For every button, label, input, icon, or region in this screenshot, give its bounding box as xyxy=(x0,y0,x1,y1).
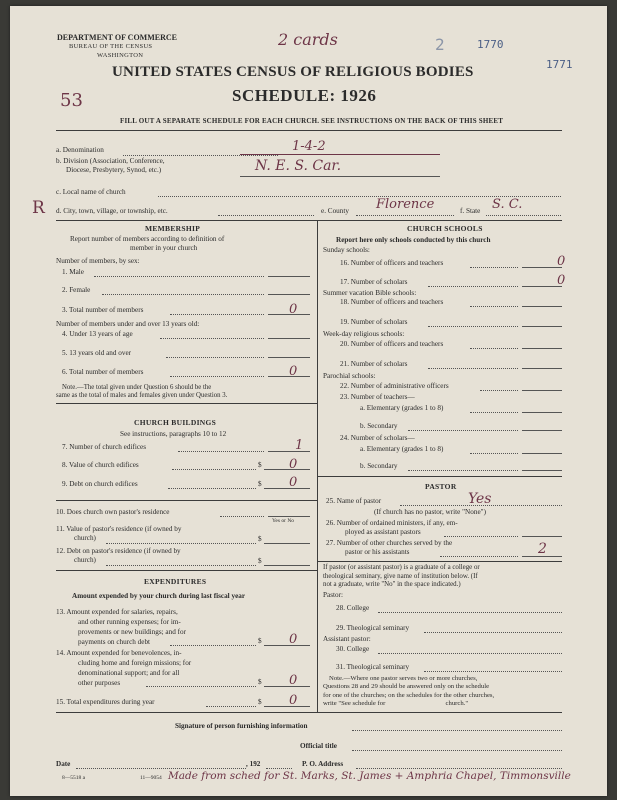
q23b-leader xyxy=(408,430,518,431)
po-address-label: P. O. Address xyxy=(302,760,344,768)
q25-label: 25. Name of pastor xyxy=(326,497,382,505)
q27-label-line-2: pastor or his assistants xyxy=(345,548,410,556)
buildings-heading: CHURCH BUILDINGS xyxy=(134,418,217,427)
q21-label: 21. Number of scholars xyxy=(340,360,408,368)
pastor-subheading: Pastor: xyxy=(323,591,343,599)
q11-label-line-1: 11. Value of pastor's residence (if owned by xyxy=(56,525,182,533)
q18-answer[interactable] xyxy=(522,306,562,307)
q9-label: 9. Debt on church edifices xyxy=(62,480,138,488)
q20-leader xyxy=(470,348,518,349)
form-title: UNITED STATES CENSUS OF RELIGIOUS BODIES xyxy=(112,64,474,80)
membership-intro-1: Report number of members according to definition of xyxy=(70,235,225,243)
year-label: , 192 xyxy=(246,760,261,768)
by-sex-label: Number of members, by sex: xyxy=(56,257,140,265)
membership-note-1: Note.—The total given under Question 6 should be the xyxy=(62,384,212,391)
q16-label: 16. Number of officers and teachers xyxy=(340,259,444,267)
q26-label-line-2: ployed as assistant pastors xyxy=(345,528,421,536)
q31-label: 31. Theological seminary xyxy=(336,663,410,671)
division-label xyxy=(56,157,165,175)
q26-leader xyxy=(444,536,518,537)
q10-leader xyxy=(220,516,264,517)
q28-label: 28. College xyxy=(336,604,370,612)
membership-intro-2: member in your church xyxy=(130,244,198,252)
pastor-note-1: Note.—Where one pastor serves two or more churches, xyxy=(329,675,478,682)
footer-rule xyxy=(56,712,562,713)
q2-answer[interactable] xyxy=(268,294,310,295)
date-line[interactable] xyxy=(76,768,246,769)
membership-heading: MEMBERSHIP xyxy=(145,224,201,233)
q13-answer[interactable] xyxy=(264,645,310,646)
q12-dollar: $ xyxy=(258,557,262,565)
state-label: f. State xyxy=(460,207,481,215)
q23a-answer[interactable] xyxy=(522,412,562,413)
q2-leader xyxy=(102,294,264,295)
q20-answer[interactable] xyxy=(522,348,562,349)
q9-dollar: $ xyxy=(258,480,262,488)
handwritten-bottom-note: Made from sched for St. Marks, St. James + Amphria Chapel, Timmonsville xyxy=(168,770,571,782)
q17-label: 17. Number of scholars xyxy=(340,278,408,286)
city-name: WASHINGTON xyxy=(97,52,144,59)
schools-intro: Report here only schools conducted by this church xyxy=(336,236,491,244)
q10-label: 10. Does church own pastor's residence xyxy=(56,508,170,516)
signature-label: Signature of person furnishing information xyxy=(175,722,308,730)
q24b-leader xyxy=(408,470,518,471)
q3-value: 0 xyxy=(289,302,298,317)
q11-dollar: $ xyxy=(258,535,262,543)
q16-answer[interactable] xyxy=(522,267,562,268)
q5-answer[interactable] xyxy=(268,357,310,358)
q14-label-line-1: 14. Amount expended for benevolences, in- xyxy=(56,649,182,657)
denomination-label: a. Denomination xyxy=(56,146,104,154)
q11-answer[interactable] xyxy=(264,543,310,544)
q12-label-line-1: 12. Debt on pastor's residence (if owned by xyxy=(56,547,181,555)
stamp-number-1770: 1770 xyxy=(477,38,504,51)
denomination-underline xyxy=(240,154,440,155)
instructions-line: FILL OUT A SEPARATE SCHEDULE FOR EACH CHURCH. SEE INSTRUCTIONS ON THE BACK OF THIS SHEET xyxy=(120,117,504,125)
q4-leader xyxy=(160,338,264,339)
weekday-schools-label: Week-day religious schools: xyxy=(323,330,405,338)
division-label-line-2: Diocese, Presbytery, Synod, etc.) xyxy=(66,166,162,174)
schools-heading: CHURCH SCHOOLS xyxy=(407,224,483,233)
q26-label-line-1: 26. Number of ordained ministers, if any, em- xyxy=(326,519,458,527)
q30-label: 30. College xyxy=(336,645,370,653)
q25-note: (If church has no pastor, write "None") xyxy=(374,508,486,516)
q18-leader xyxy=(470,306,518,307)
q21-leader xyxy=(428,368,518,369)
assistant-pastor-subheading: Assistant pastor: xyxy=(323,635,371,643)
q7-answer[interactable] xyxy=(268,451,310,452)
q23b-label: b. Secondary xyxy=(360,422,398,430)
year-line[interactable] xyxy=(266,768,292,769)
bureau-name: BUREAU OF THE CENSUS xyxy=(69,43,153,50)
q26-label xyxy=(326,519,458,537)
q1-answer[interactable] xyxy=(268,276,310,277)
print-code: 11—9054 xyxy=(140,775,162,781)
q8-value: 0 xyxy=(289,457,298,472)
q7-leader xyxy=(178,451,264,452)
q14-label-line-2: cluding home and foreign missions; for xyxy=(78,659,192,667)
summer-schools-label: Summer vacation Bible schools: xyxy=(323,289,417,297)
q23a-label: a. Elementary (grades 1 to 8) xyxy=(360,404,444,412)
stamp-digit: 2 xyxy=(435,35,445,54)
q14-answer[interactable] xyxy=(264,686,310,687)
q9-leader xyxy=(168,488,256,489)
expenditures-heading: EXPENDITURES xyxy=(144,577,207,586)
q12-answer[interactable] xyxy=(264,565,310,566)
q8-answer[interactable] xyxy=(264,469,310,470)
yes-no-hint: Yes or No xyxy=(272,518,295,524)
handwritten-margin-number: 53 xyxy=(60,90,83,111)
q28-line[interactable] xyxy=(378,612,562,613)
form-number: 8—5518 a xyxy=(62,775,86,781)
department-block xyxy=(57,33,177,60)
q17-answer[interactable] xyxy=(522,286,562,287)
pastor-note xyxy=(323,675,494,708)
q6-value: 0 xyxy=(289,364,298,379)
q24a-answer[interactable] xyxy=(522,453,562,454)
q13-label xyxy=(56,607,186,647)
q21-answer[interactable] xyxy=(522,368,562,369)
q4-label: 4. Under 13 years of age xyxy=(62,330,133,338)
q7-label: 7. Number of church edifices xyxy=(62,443,147,451)
q13-label-line-2: and other running expenses; for im- xyxy=(78,618,181,626)
q9-value: 0 xyxy=(289,475,298,490)
q24-label: 24. Number of scholars— xyxy=(340,434,415,442)
q23b-answer[interactable] xyxy=(522,430,562,431)
buildings-intro: See instructions, paragraphs 10 to 12 xyxy=(120,430,227,438)
division-value[interactable]: N. E. S. Car. xyxy=(255,158,342,174)
q20-label: 20. Number of officers and teachers xyxy=(340,340,444,348)
q13-value: 0 xyxy=(289,632,298,647)
membership-rule xyxy=(56,403,317,404)
pastor-note-4: write "See schedule for church." xyxy=(323,699,469,707)
state-line xyxy=(486,215,561,216)
q16-value: 0 xyxy=(557,254,566,269)
department-name: DEPARTMENT OF COMMERCE xyxy=(57,33,178,42)
q23-label: 23. Number of teachers— xyxy=(340,393,415,401)
schedule-title: SCHEDULE: 1926 xyxy=(232,86,377,105)
q8-dollar: $ xyxy=(258,461,262,469)
q8-leader xyxy=(172,469,256,470)
column-divider xyxy=(317,220,318,712)
expenditures-intro: Amount expended by your church during last fiscal year xyxy=(72,592,246,600)
q3-label: 3. Total number of members xyxy=(62,306,144,314)
pastor-note-3: for one of the churches; on the schedules for the other churches, xyxy=(323,691,495,699)
q27-label xyxy=(326,539,452,557)
q12-label xyxy=(56,547,181,565)
q9-answer[interactable] xyxy=(264,488,310,489)
q27-label-line-1: 27. Number of other churches served by the xyxy=(326,539,453,547)
q17-leader xyxy=(428,286,518,287)
q2-label: 2. Female xyxy=(62,286,91,294)
signature-line[interactable] xyxy=(352,730,562,731)
q19-leader xyxy=(428,326,518,327)
handwritten-margin-letter: R xyxy=(32,198,45,218)
schools-rule xyxy=(317,476,562,477)
graduate-instruction-2: theological seminary, give name of institution below. (If xyxy=(323,572,478,580)
po-address-line[interactable] xyxy=(356,768,562,769)
q15-answer[interactable] xyxy=(264,706,310,707)
q6-leader xyxy=(170,376,264,377)
q19-label: 19. Number of scholars xyxy=(340,318,408,326)
q30-line[interactable] xyxy=(378,653,562,654)
stamp-number-1771: 1771 xyxy=(546,58,573,71)
division-line xyxy=(240,176,440,177)
q22-label: 22. Number of administrative officers xyxy=(340,382,449,390)
q15-dollar: $ xyxy=(258,698,262,706)
official-title-label: Official title xyxy=(300,742,337,750)
city-label: d. City, town, village, or township, etc. xyxy=(56,207,168,215)
q15-value: 0 xyxy=(289,693,298,708)
q13-label-line-4: payments on church debt xyxy=(78,638,151,646)
q24b-answer[interactable] xyxy=(522,470,562,471)
q29-label: 29. Theological seminary xyxy=(336,624,410,632)
q1-label: 1. Male xyxy=(62,268,84,276)
q1-leader xyxy=(94,276,264,277)
q19-answer[interactable] xyxy=(522,326,562,327)
q31-line[interactable] xyxy=(424,671,562,672)
official-title-line[interactable] xyxy=(352,750,562,751)
q18-label: 18. Number of officers and teachers xyxy=(340,298,444,306)
q7-value: 1 xyxy=(295,438,304,453)
q5-leader xyxy=(166,357,264,358)
q14-label-line-3: denominational support; and for all xyxy=(78,669,180,677)
q22-answer[interactable] xyxy=(522,390,562,391)
q4-answer[interactable] xyxy=(268,338,310,339)
membership-note-2: same as the total of males and females given under Question 3. xyxy=(56,392,228,399)
q15-label: 15. Total expenditures during year xyxy=(56,698,155,706)
q25-value: Yes xyxy=(468,491,492,507)
q29-line[interactable] xyxy=(424,632,562,633)
q15-leader xyxy=(206,706,256,707)
pastor-note-2: Questions 28 and 29 should be answered only on the schedule xyxy=(323,683,490,691)
denomination-line xyxy=(123,155,278,156)
graduate-instruction-3: not a graduate, write "No" in the space indicated.) xyxy=(323,581,461,588)
q12-leader xyxy=(106,565,256,566)
q12-label-line-2: church) xyxy=(74,556,96,564)
q23a-leader xyxy=(470,412,518,413)
county-line xyxy=(356,215,454,216)
residence-rule xyxy=(56,570,317,571)
denomination-value[interactable]: 1-4-2 xyxy=(292,139,326,154)
division-label-line-1: b. Division (Association, Conference, xyxy=(56,157,165,165)
q14-dollar: $ xyxy=(258,678,262,686)
q3-leader xyxy=(170,314,264,315)
q11-label-line-2: church) xyxy=(74,534,96,542)
q24b-label: b. Secondary xyxy=(360,462,398,470)
q14-value: 0 xyxy=(289,673,298,688)
buildings-rule xyxy=(56,500,317,501)
local-name-label: c. Local name of church xyxy=(56,188,126,196)
pastor-rule xyxy=(317,561,562,562)
q27-leader xyxy=(440,556,518,557)
city-line[interactable] xyxy=(218,215,314,216)
parochial-schools-label: Parochial schools: xyxy=(323,372,376,380)
q14-label-line-4: other purposes xyxy=(78,679,121,687)
q6-label: 6. Total number of members xyxy=(62,368,144,376)
county-label: e. County xyxy=(321,207,349,215)
top-fields-rule xyxy=(56,220,562,221)
q13-label-line-3: provements or new buildings; and for xyxy=(78,628,186,636)
q14-label xyxy=(56,648,191,688)
q13-leader xyxy=(170,645,256,646)
q5-label: 5. 13 years old and over xyxy=(62,349,132,357)
q11-label xyxy=(56,525,181,543)
q11-leader xyxy=(106,543,256,544)
q22-leader xyxy=(480,390,518,391)
q16-leader xyxy=(470,267,518,268)
q13-label-line-1: 13. Amount expended for salaries, repairs, xyxy=(56,608,178,616)
q14-leader xyxy=(146,686,256,687)
census-schedule-form xyxy=(10,6,607,796)
q8-label: 8. Value of church edifices xyxy=(62,461,139,469)
date-label: Date xyxy=(56,760,71,768)
sunday-schools-label: Sunday schools: xyxy=(323,246,370,254)
state-value[interactable]: S. C. xyxy=(492,197,523,212)
graduate-instructions xyxy=(323,564,480,590)
header-rule xyxy=(56,130,562,131)
graduate-instruction-1: If pastor (or assistant pastor) is a graduate of a college or xyxy=(323,564,480,571)
age-intro-label: Number of members under and over 13 years old: xyxy=(56,320,200,328)
q13-dollar: $ xyxy=(258,637,262,645)
handwritten-card-note: 2 cards xyxy=(278,30,338,49)
q17-value: 0 xyxy=(557,273,566,288)
q27-value: 2 xyxy=(538,541,547,557)
q24a-leader xyxy=(470,453,518,454)
county-value[interactable]: Florence xyxy=(376,197,435,212)
q26-answer[interactable] xyxy=(522,536,562,537)
pastor-heading: PASTOR xyxy=(425,482,457,491)
q24a-label: a. Elementary (grades 1 to 8) xyxy=(360,445,444,453)
